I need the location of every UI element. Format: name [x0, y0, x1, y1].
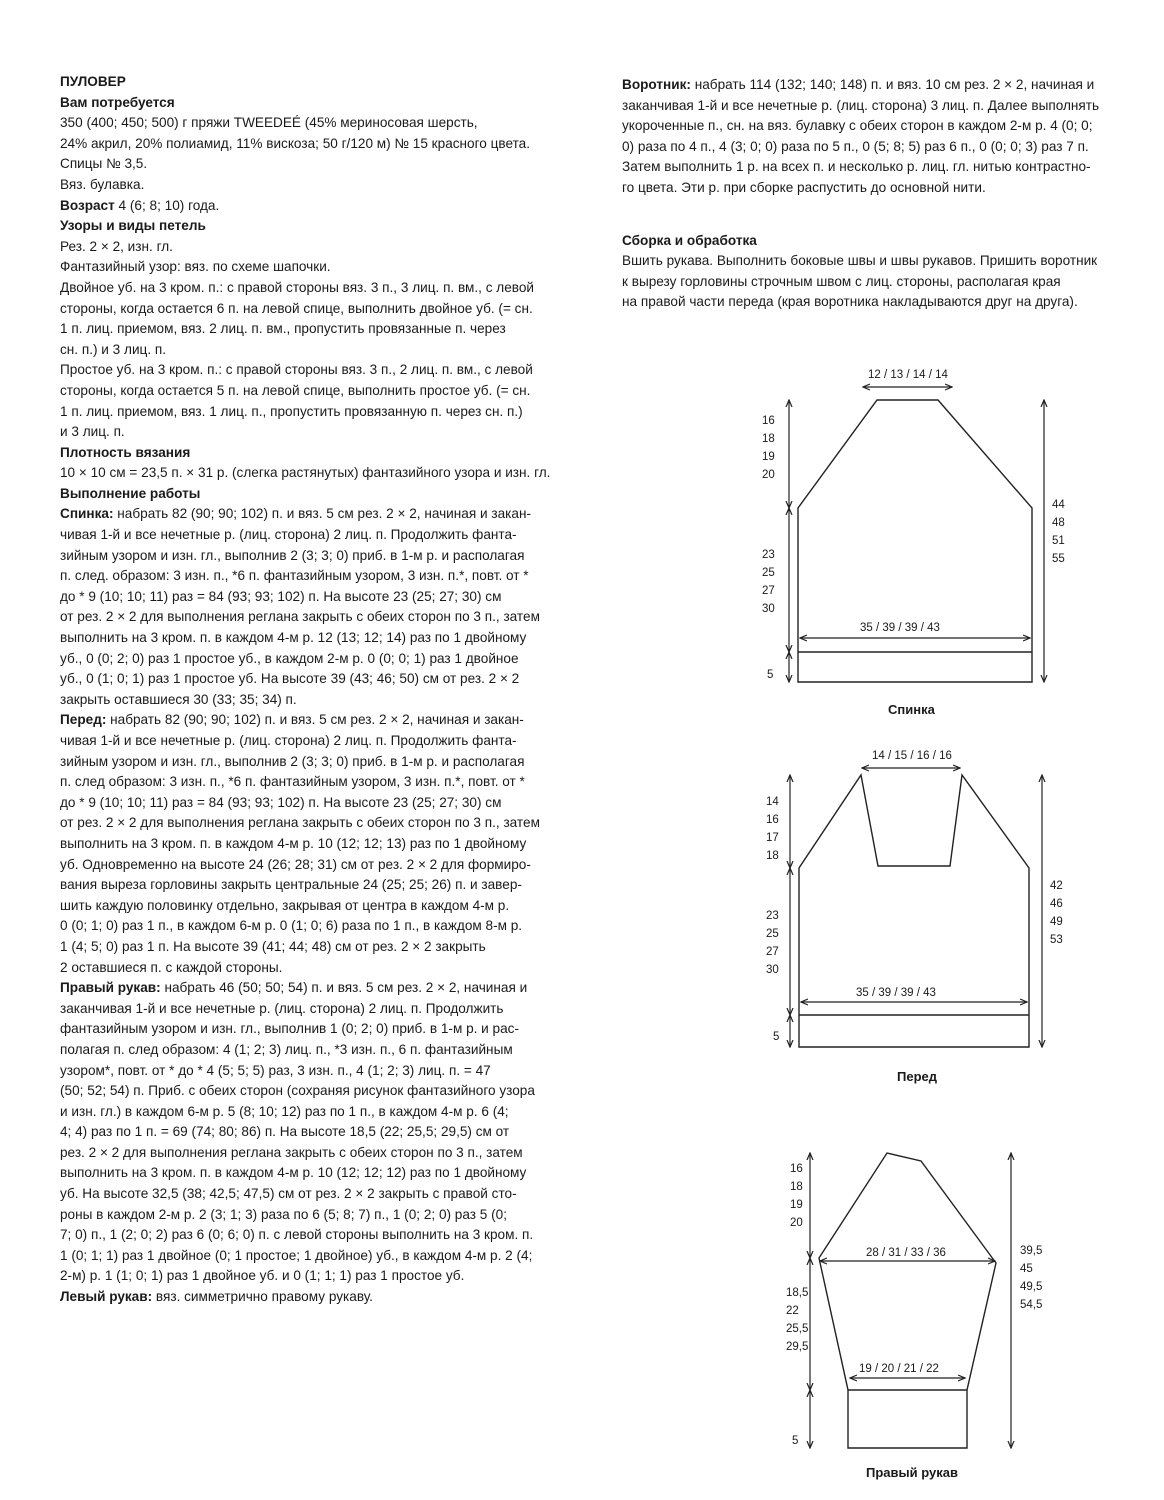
- sleeve-raglan-height: 16: [790, 1163, 803, 1175]
- sleeve-label: Правый рукав:: [60, 980, 161, 996]
- front-label: Перед:: [60, 712, 107, 728]
- sleeve-cuff-width-label: 19 / 20 / 21 / 22: [859, 1363, 939, 1375]
- back-line: до * 9 (10; 10; 11) раз = 84 (93; 93; 102) п. На высоте 23 (25; 27; 30) см: [60, 588, 502, 604]
- sleeve-line: 1 (0; 1; 1) раз 1 двойное (0; 1 простое; 1 двойное) уб., в каждом 4-м р. 2 (4;: [60, 1247, 533, 1263]
- back-text: набрать 82 (90; 90; 102) п. и вяз. 5 см рез. 2 × 2, начиная и закан-: [113, 506, 531, 522]
- collar-text: набрать 114 (132; 140; 148) п. и вяз. 10 см рез. 2 × 2, начиная и: [690, 77, 1095, 92]
- front-total-height: 53: [1050, 934, 1063, 946]
- back-outline: [798, 400, 1032, 682]
- front-total-height: 46: [1050, 898, 1063, 910]
- front-line: зийным узором и изн. гл., выполнив 2 (3; 3; 0) приб. в 1-м р. и располагая: [60, 753, 525, 769]
- patterns-line: Двойное уб. на 3 кром. п.: с правой стороны вяз. 3 п., 3 лиц. п. вм., с левой: [60, 279, 535, 295]
- sleeve-length-height: 29,5: [786, 1341, 809, 1353]
- front-raglan-height: 17: [766, 832, 779, 844]
- age-label: Возраст: [60, 197, 115, 213]
- sleeve-total-height: 54,5: [1020, 1299, 1043, 1311]
- back-label: Спинка:: [60, 506, 114, 522]
- sleeve-total-height: 39,5: [1020, 1245, 1043, 1257]
- back-line: закрыть оставшиеся 30 (33; 35; 34) п.: [60, 691, 297, 707]
- front-line: до * 9 (10; 10; 11) раз = 84 (93; 93; 102) п. На высоте 23 (25; 27; 30) см: [60, 794, 502, 810]
- sleeve-line: рез. 2 × 2 для выполнения реглана закрыть с обеих сторон по 3 п., затем: [60, 1144, 523, 1160]
- back-line: зийным узором и изн. гл., выполнив 2 (3; 3; 0) приб. в 1-м р. и располагая: [60, 547, 525, 563]
- sleeve-schematic: [786, 1153, 1042, 1480]
- assembly-heading: Сборка и обработка: [622, 232, 757, 248]
- back-width-label: 35 / 39 / 39 / 43: [860, 622, 940, 634]
- front-side-height: 27: [766, 946, 779, 958]
- materials-line: Спицы № 3,5.: [60, 156, 148, 172]
- back-caption: Спинка: [888, 702, 935, 717]
- back-line: уб., 0 (0; 2; 0) раз 1 простое уб., в каждом 2-м р. 0 (0; 0; 1) раз 1 двойное: [60, 650, 519, 666]
- back-schematic: [762, 369, 1065, 717]
- patterns-line: стороны, когда остается 6 п. на левой спице, выполнить двойное уб. (= сн.: [60, 300, 533, 316]
- back-raglan-height: 20: [762, 469, 775, 481]
- back-side-height: 27: [762, 585, 775, 597]
- sleeve-line: 7; 0) п., 1 (2; 0; 2) раз 6 (0; 6; 0) п. с левой стороны выполнить на 3 кром. п.: [60, 1227, 534, 1243]
- assembly-line: к вырезу горловины строчным швом с лиц. стороны, располагая края: [622, 273, 1061, 289]
- back-line: чивая 1-й и все нечетные р. (лиц. сторона) 2 лиц. п. Продолжить фанта-: [60, 527, 517, 543]
- front-line: 2 оставшиеся п. с каждой стороны.: [60, 959, 283, 975]
- sleeve-line: 2-м) р. 1 (1; 0; 1) раз 1 двойное уб. и 0 (1; 1; 1) раз 1 простое уб.: [60, 1268, 465, 1284]
- materials-line: 350 (400; 450; 500) г пряжи TWEEDEÉ (45% мериносовая шерсть,: [60, 115, 478, 131]
- sleeve-line: заканчивая 1-й и все нечетные р. (лиц. сторона) 2 лиц. п. Продолжить: [60, 1000, 504, 1016]
- front-line: вания выреза горловины закрыть центральные 24 (25; 25; 26) п. и завер-: [60, 877, 522, 893]
- back-raglan-height: 18: [762, 433, 775, 445]
- front-width-label: 35 / 39 / 39 / 43: [856, 987, 936, 999]
- back-total-height: 55: [1052, 553, 1065, 565]
- front-line: уб. Одновременно на высоте 24 (26; 28; 31) см от рез. 2 × 2 для формиро-: [60, 856, 531, 872]
- sleeve-length-height: 18,5: [786, 1287, 809, 1299]
- collar-line: го цвета. Эти р. при сборке распустить до основной нити.: [622, 179, 986, 195]
- left-sleeve-text: вяз. симметрично правому рукаву.: [152, 1289, 373, 1305]
- gauge-line: 10 × 10 см = 23,5 п. × 31 р. (слегка растянутых) фантазийного узора и изн. гл.: [60, 465, 551, 481]
- back-rib-label: 5: [767, 669, 774, 681]
- sleeve-upper-width-label: 28 / 31 / 33 / 36: [866, 1247, 946, 1259]
- back-line: уб., 0 (1; 0; 1) раз 1 простое уб. На высоте 39 (43; 46; 50) см от рез. 2 × 2: [60, 671, 520, 687]
- back-line: выполнить на 3 кром. п. в каждом 4-м р. 12 (13; 12; 14) раз по 1 двойному: [60, 630, 527, 646]
- front-line: 0 (0; 1; 0) раз 1 п., в каждом 6-м р. 0 (1; 0; 6) раза по 1 п., в каждом 8-м р.: [60, 918, 523, 934]
- patterns-line: 1 п. лиц. приемом, вяз. 1 лиц. п., пропустить провязанную п. через сн. п.): [60, 403, 523, 419]
- front-line: от рез. 2 × 2 для выполнения реглана закрыть с обеих сторон по 3 п., затем: [60, 815, 540, 831]
- work-heading: Выполнение работы: [60, 485, 201, 501]
- patterns-line: сн. п.) и 3 лиц. п.: [60, 341, 167, 357]
- patterns-line: и 3 лиц. п.: [60, 424, 125, 440]
- collar-line: укороченные п., сн. на вяз. булавку с обеих сторон в каждом 2-м р. 4 (0; 0;: [622, 118, 1093, 134]
- front-caption: Перед: [897, 1069, 937, 1084]
- front-line: выполнить на 3 кром. п. в каждом 4-м р. 10 (12; 12; 13) раз по 1 двойному: [60, 835, 527, 851]
- sleeve-line: узором*, повт. от * до * 4 (5; 5; 5) раз, 3 изн. п., 4 (1; 2; 3) лиц. п. = 47: [60, 1062, 491, 1078]
- sleeve-total-height: 45: [1020, 1263, 1033, 1275]
- front-total-height: 49: [1050, 916, 1063, 928]
- sleeve-raglan-height: 18: [790, 1181, 803, 1193]
- sleeve-raglan-height: 19: [790, 1199, 803, 1211]
- sleeve-total-height: 49,5: [1020, 1281, 1043, 1293]
- front-side-height: 30: [766, 964, 779, 976]
- sleeve-line: (50; 52; 54) п. Приб. с обеих сторон (сохраняя рисунок фантазийного узора: [60, 1083, 535, 1099]
- front-rib-label: 5: [773, 1031, 780, 1043]
- sleeve-line: и изн. гл.) в каждом 6-м р. 5 (8; 10; 12) раз по 1 п., в каждом 4-м р. 6 (4;: [60, 1103, 509, 1119]
- front-raglan-height: 14: [766, 796, 779, 808]
- sleeve-length-height: 22: [786, 1305, 799, 1317]
- gauge-heading: Плотность вязания: [60, 444, 191, 460]
- back-side-height: 23: [762, 549, 775, 561]
- back-side-height: 25: [762, 567, 775, 579]
- back-raglan-height: 19: [762, 451, 775, 463]
- back-raglan-height: 16: [762, 415, 775, 427]
- sleeve-text: набрать 46 (50; 50; 54) п. и вяз. 5 см рез. 2 × 2, начиная и: [160, 980, 528, 996]
- back-line: п. след. образом: 3 изн. п., *6 п. фантазийным узором, 3 изн. п.*, повт. от *: [60, 568, 529, 584]
- front-line: шить каждую половинку отдельно, закрывая от центра в каждом 4-м р.: [60, 897, 510, 913]
- patterns-line: стороны, когда остается 5 п. на левой спице, выполнить простое уб. (= сн.: [60, 382, 531, 398]
- front-line: 1 (4; 5; 0) раз 1 п. На высоте 39 (41; 44; 48) см от рез. 2 × 2 закрыть: [60, 938, 486, 954]
- patterns-line: Фантазийный узор: вяз. по схеме шапочки.: [60, 259, 331, 275]
- patterns-heading: Узоры и виды петель: [60, 218, 206, 234]
- materials-line: 24% акрил, 20% полиамид, 11% вискоза; 50 г/120 м) № 15 красного цвета.: [60, 135, 530, 151]
- sleeve-line: уб. На высоте 32,5 (38; 42,5; 47,5) см от рез. 2 × 2 закрыть с правой сто-: [60, 1186, 517, 1202]
- sleeve-outline: [819, 1153, 996, 1448]
- pattern-title: ПУЛОВЕР: [60, 74, 126, 89]
- back-total-height: 51: [1052, 535, 1065, 547]
- sleeve-line: полагая п. след образом: 4 (1; 2; 3) лиц. п., *3 изн. п., 6 п. фантазийным: [60, 1041, 513, 1057]
- front-outline: [799, 775, 1029, 1047]
- sleeve-caption: Правый рукав: [866, 1465, 958, 1480]
- front-schematic: [766, 750, 1063, 1084]
- front-line: п. след образом: 3 изн. п., *6 п. фантазийным узором, 3 изн. п.*, повт. от *: [60, 774, 525, 790]
- age-value: 4 (6; 8; 10) года.: [114, 197, 220, 213]
- sleeve-line: выполнить на 3 кром. п. в каждом 4-м р. 10 (12; 12; 12) раз по 1 двойному: [60, 1165, 527, 1181]
- back-total-height: 44: [1052, 499, 1065, 511]
- sleeve-raglan-height: 20: [790, 1217, 803, 1229]
- front-raglan-height: 18: [766, 850, 779, 862]
- patterns-line: 1 п. лиц. приемом, вяз. 2 лиц. п. вм., пропустить провязанные п. через: [60, 321, 506, 337]
- front-text: набрать 82 (90; 90; 102) п. и вяз. 5 см рез. 2 × 2, начиная и закан-: [106, 712, 524, 728]
- front-neck-width-label: 14 / 15 / 16 / 16: [872, 750, 952, 762]
- back-top-width-label: 12 / 13 / 14 / 14: [868, 369, 948, 381]
- sleeve-line: 4; 4) раз по 1 п. = 69 (74; 80; 86) п. На высоте 18,5 (22; 25,5; 29,5) см от: [60, 1124, 510, 1140]
- collar-line: Затем выполнить 1 р. на всех п. и несколько р. лиц. гл. нитью контрастно-: [622, 159, 1091, 175]
- collar-label: Воротник:: [622, 77, 691, 92]
- sleeve-line: роны в каждом 2-м р. 2 (3; 1; 3) раза по 6 (5; 8; 7) п., 1 (0; 2; 0) раз 5 (0;: [60, 1206, 507, 1222]
- sleeve-rib-label: 5: [792, 1435, 799, 1447]
- back-line: от рез. 2 × 2 для выполнения реглана закрыть с обеих сторон по 3 п., затем: [60, 609, 540, 625]
- collar-line: заканчивая 1-й и все нечетные р. (лиц. сторона) 3 лиц. п. Далее выполнять: [622, 97, 1100, 113]
- front-side-height: 25: [766, 928, 779, 940]
- patterns-line: Простое уб. на 3 кром. п.: с правой стороны вяз. 3 п., 2 лиц. п. вм., с левой: [60, 362, 533, 378]
- back-total-height: 48: [1052, 517, 1065, 529]
- back-side-height: 30: [762, 603, 775, 615]
- sleeve-line: фантазийным узором и изн. гл., выполнив 1 (0; 2; 0) приб. в 1-м р. и рас-: [60, 1021, 520, 1037]
- collar-line: 0) раза по 4 п., 4 (3; 0; 0) раза по 5 п., 0 (5; 8; 5) раз 6 п., 0 (0; 0; 3) раз 7 п.: [622, 138, 1089, 154]
- materials-line: Вяз. булавка.: [60, 176, 145, 192]
- sleeve-length-height: 25,5: [786, 1323, 809, 1335]
- assembly-line: Вшить рукава. Выполнить боковые швы и швы рукавов. Пришить воротник: [622, 253, 1098, 269]
- front-total-height: 42: [1050, 880, 1063, 892]
- front-raglan-height: 16: [766, 814, 779, 826]
- front-side-height: 23: [766, 910, 779, 922]
- left-sleeve-label: Левый рукав:: [60, 1289, 153, 1305]
- patterns-line: Рез. 2 × 2, изн. гл.: [60, 238, 173, 254]
- front-line: чивая 1-й и все нечетные р. (лиц. сторона) 2 лиц. п. Продолжить фанта-: [60, 733, 517, 748]
- materials-heading: Вам потребуется: [60, 94, 175, 110]
- assembly-line: на правой части переда (края воротника накладываются друг на друга).: [622, 294, 1078, 310]
